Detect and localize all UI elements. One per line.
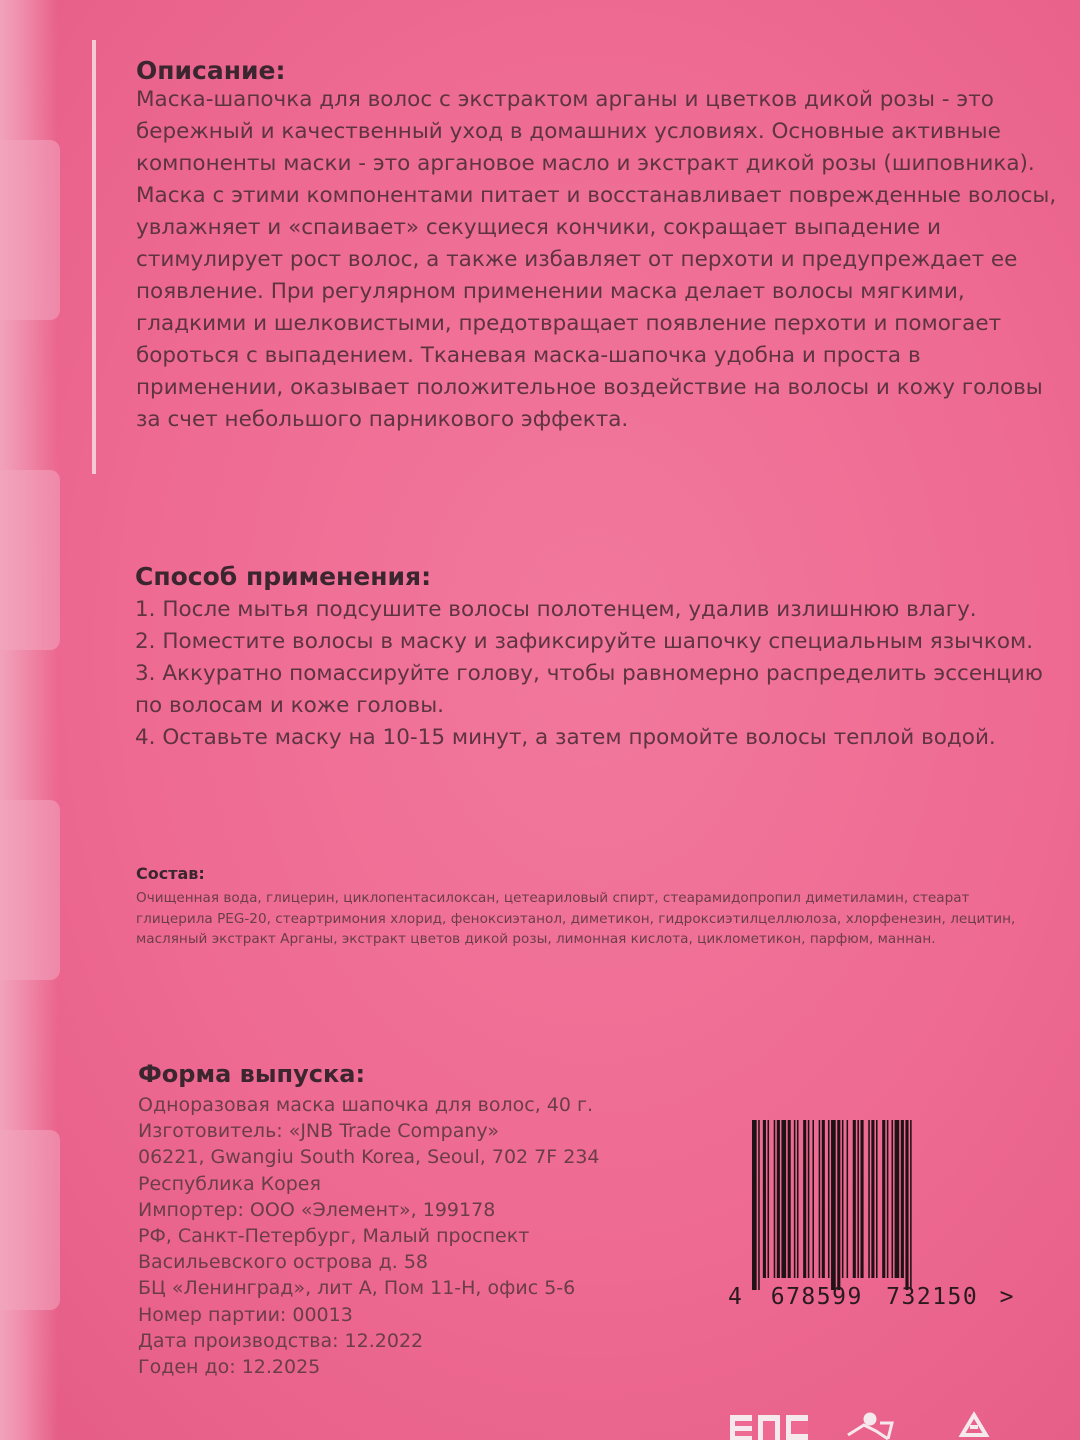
recycle-icon (962, 1415, 986, 1435)
release-line: Васильевского острова д. 58 (138, 1251, 428, 1274)
eac-mark-icon (730, 1415, 808, 1440)
usage-heading: Способ применения: (135, 562, 432, 591)
barcode-bar (905, 1120, 908, 1290)
barcode-bar (895, 1120, 900, 1278)
release-line: Изготовитель: «JNB Trade Company» (138, 1120, 499, 1143)
barcode-bar (752, 1120, 757, 1290)
barcode-bar (831, 1120, 836, 1290)
release-line: Годен до: 12.2025 (138, 1356, 321, 1379)
barcode-left-group: 678599 (770, 1284, 863, 1310)
barcode-first-digit: 4 (728, 1284, 744, 1310)
background-letter-shape (0, 140, 60, 320)
barcode-bar (847, 1120, 849, 1278)
barcode-bar (901, 1120, 904, 1278)
background-letter-shape (0, 1130, 60, 1310)
description-accent-bar (92, 40, 96, 474)
barcode-bar (797, 1120, 799, 1278)
barcode-bar (808, 1120, 810, 1278)
barcode-end-mark: > (999, 1284, 1015, 1310)
usage-step: 2. Поместите волосы в маску и зафиксируйте шапочку специальным язычком. (135, 629, 1034, 654)
barcode-bar (887, 1120, 889, 1278)
release-info (138, 1092, 698, 1380)
barcode-bar (853, 1120, 856, 1278)
release-line: 06221, Gwangiu South Korea, Seoul, 702 7F 234 (138, 1146, 600, 1169)
barcode-bar (871, 1120, 874, 1278)
background-letter-shape (0, 470, 60, 650)
tidyman-icon (848, 1414, 892, 1439)
certification-marks (730, 1405, 1030, 1440)
release-line: БЦ «Ленинград», лит А, Пом 11-Н, офис 5-6 (138, 1277, 576, 1300)
barcode-digits (728, 1284, 1015, 1310)
barcode-bar (892, 1120, 894, 1278)
release-line: Одноразовая маска шапочка для волос, 40 г. (138, 1094, 594, 1116)
release-line: РФ, Санкт-Петербург, Малый проспект (138, 1225, 530, 1248)
usage-step: 1. После мытья подсушите волосы полотенцем, удалив излишнюю влагу. (135, 597, 977, 622)
barcode-bar (868, 1120, 870, 1278)
usage-steps (135, 594, 1055, 754)
barcode-bar (803, 1120, 806, 1278)
barcode-bar (788, 1120, 791, 1278)
barcode-bar (763, 1120, 766, 1278)
barcode-bar (768, 1120, 770, 1278)
description-text: Маска-шапочка для волос с экстрактом арганы и цветков дикой розы - это бережный и качественный уход в домашних условиях. Основные активные компоненты маски - это аргановое масло и экстракт дикой розы (шиповника). Маска с этими компонентами питает и восстанавливает поврежденные волосы, увлажняет и «спаивает» секущиеся кончики, сокращает выпадение и стимулирует рост волос, а также избавляет от перхоти и предупреждает ее появление. При регулярном применении маска делает волосы мягкими, гладкими и шелковистыми, предотвращает появление перхоти и помогает бороться с выпадением. Тканевая маска-шапочка удобна и проста в применении, оказывает положительное воздействие на волосы и кожу головы за счет небольшого парникового эффекта. (136, 87, 1057, 432)
usage-step: 4. Оставьте маску на 10-15 минут, а затем промойте волосы теплой водой. (135, 725, 996, 750)
description-heading: Описание: (136, 56, 286, 85)
barcode-bar (828, 1120, 830, 1278)
barcode-bar (777, 1120, 780, 1278)
barcode-bar (882, 1120, 885, 1278)
barcode-right-group: 732150 (886, 1284, 979, 1310)
composition-heading: Состав: (136, 864, 205, 883)
barcode-bar (842, 1120, 844, 1278)
barcode-bar (812, 1120, 814, 1278)
barcode-bar (794, 1120, 796, 1278)
barcode-bar (861, 1120, 864, 1278)
release-line: Номер партии: 00013 (138, 1303, 353, 1326)
barcode-bar (857, 1120, 859, 1278)
release-heading: Форма выпуска: (138, 1060, 366, 1088)
usage-step: 3. Аккуратно помассируйте голову, чтобы равномерно распределить эссенцию по волосам и коже головы. (135, 661, 1043, 718)
release-line: Дата производства: 12.2022 (138, 1329, 424, 1352)
background-letter-shape (0, 800, 60, 980)
barcode-bar (910, 1120, 912, 1290)
barcode-bar (819, 1120, 821, 1278)
release-line: Республика Корея (138, 1172, 321, 1195)
barcode-bar (781, 1120, 786, 1278)
barcode-bar (837, 1120, 840, 1290)
release-line: Импортер: ООО «Элемент», 199178 (138, 1198, 496, 1221)
barcode-bar (758, 1120, 760, 1290)
barcode-bar (774, 1120, 776, 1278)
barcode (750, 1120, 985, 1290)
composition-text: Очищенная вода, глицерин, циклопентасилоксан, цетеариловый спирт, стеарамидопропил диметиламин, стеарат глицерила PEG-20, стеартримония хлорид, феноксиэтанол, диметикон, гидроксиэтилцеллюлоза, хлорфенезин, лецитин, масляный экстракт Арганы, экстракт цветов дикой розы, лимонная кислота, циклометикон, парфюм, маннан. (136, 890, 1016, 947)
barcode-bar (876, 1120, 878, 1278)
barcode-bar (822, 1120, 825, 1278)
